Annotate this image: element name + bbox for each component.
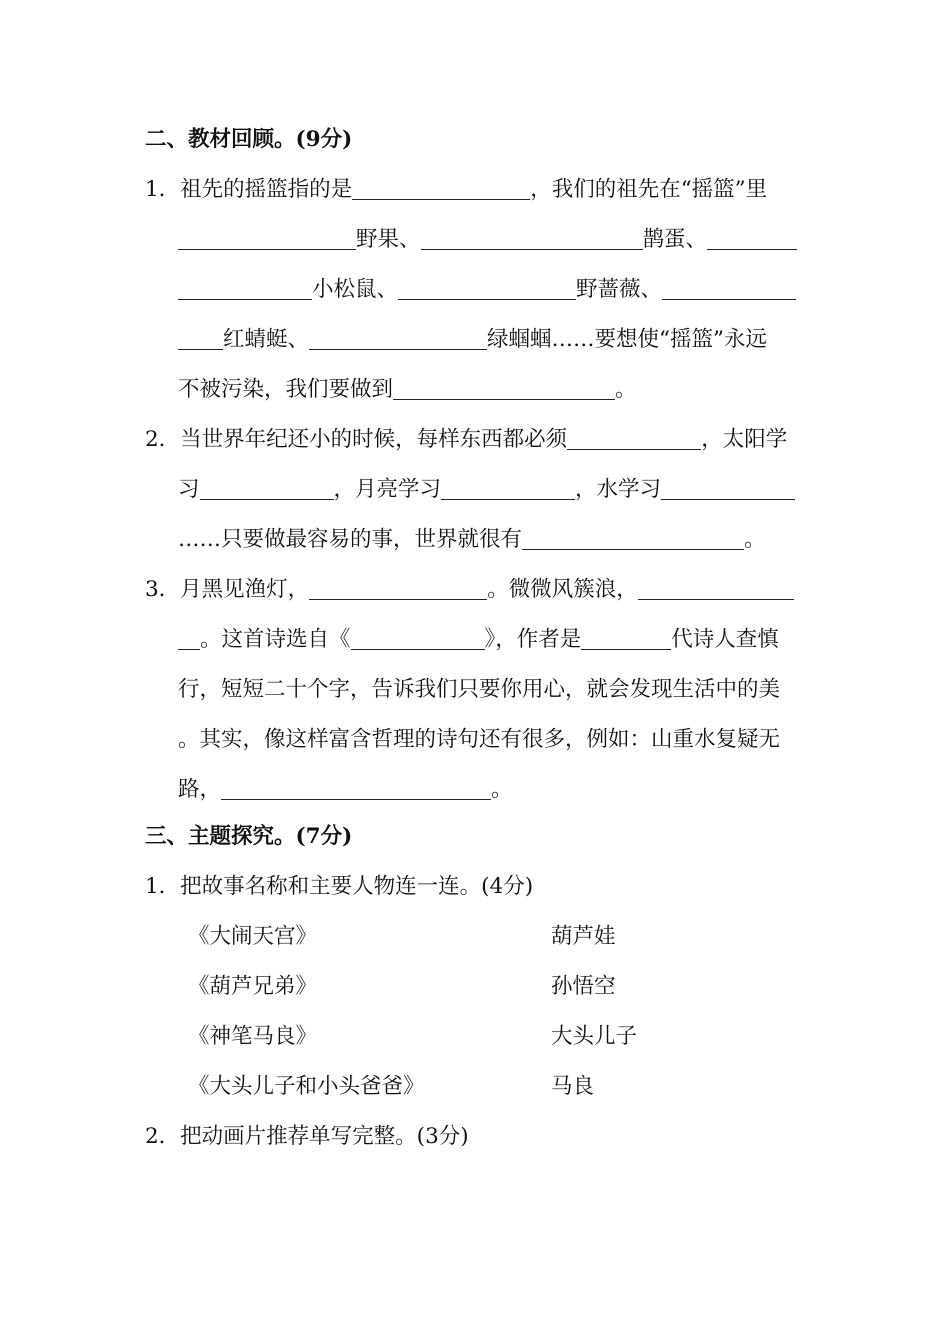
text: 》，作者是 [484, 627, 582, 652]
text: 红蜻蜓、 [223, 327, 310, 352]
q3-line-4: 。其实，像这样富含哲理的诗句还有很多，例如：山重水复疑无 [178, 727, 781, 752]
story-name[interactable]: 《大闹天宫》 [188, 924, 318, 949]
text: 。微微风簇浪， [487, 577, 638, 602]
q3-line-5 [178, 775, 513, 805]
blank[interactable] [661, 477, 795, 500]
text: 绿蝈蝈……要想使“摇篮”永远 [487, 327, 767, 352]
section-heading: 三、主题探究。(7分) [145, 824, 353, 849]
blank[interactable] [662, 277, 796, 300]
q1-line-3 [178, 275, 796, 305]
q2-line-3 [178, 525, 766, 555]
text: ，月亮学习 [333, 477, 442, 502]
story-name[interactable]: 《葫芦兄弟》 [188, 974, 318, 999]
blank[interactable] [309, 577, 487, 600]
character-name[interactable]: 孙悟空 [551, 974, 616, 999]
blank[interactable] [707, 227, 797, 250]
text: 。 [744, 527, 766, 552]
text: 小松鼠、 [312, 277, 399, 302]
blank[interactable] [567, 427, 701, 450]
blank[interactable] [351, 627, 485, 650]
blank[interactable] [581, 627, 671, 650]
q2-line-1 [145, 425, 787, 455]
text: 3．月黑见渔灯， [145, 577, 310, 602]
text: 不被污染，我们要做到 [178, 377, 394, 402]
q3-line-1 [145, 575, 794, 605]
blank[interactable] [178, 227, 356, 250]
text: ……只要做最容易的事，世界就很有 [178, 527, 523, 552]
s3-q2-title: 2．把动画片推荐单写完整。(3分) [145, 1124, 469, 1149]
blank[interactable] [221, 777, 491, 800]
blank[interactable] [200, 477, 334, 500]
q1-line-4 [178, 325, 767, 355]
blank[interactable] [309, 327, 487, 350]
text: 习 [178, 477, 200, 502]
blank[interactable] [352, 177, 530, 200]
text: 。这首诗选自《 [200, 627, 351, 652]
blank[interactable] [522, 527, 744, 550]
q1-line-1 [145, 175, 767, 205]
blank[interactable] [178, 327, 223, 350]
q3-line-2 [178, 625, 779, 655]
character-name[interactable]: 葫芦娃 [551, 924, 616, 949]
q2-line-2 [178, 475, 795, 505]
section-heading: 二、教材回顾。(9分) [145, 127, 353, 152]
story-name[interactable]: 《神笔马良》 [188, 1024, 318, 1049]
text: 代诗人查慎 [671, 627, 779, 652]
blank[interactable] [398, 277, 576, 300]
blank[interactable] [441, 477, 575, 500]
q3-line-3: 行，短短二十个字，告诉我们只要你用心，就会发现生活中的美 [178, 677, 781, 702]
text: ，太阳学 [701, 427, 788, 452]
blank[interactable] [178, 277, 312, 300]
q1-line-5 [178, 375, 637, 405]
text: 路， [178, 777, 222, 802]
character-name[interactable]: 马良 [551, 1074, 595, 1099]
character-name[interactable]: 大头儿子 [551, 1024, 638, 1049]
text: ，水学习 [575, 477, 662, 502]
text: 野果、 [356, 227, 421, 252]
text: 1．祖先的摇篮指的是 [145, 177, 353, 202]
text: 鹊蛋、 [642, 227, 708, 252]
s3-q1-title: 1．把故事名称和主要人物连一连。(4分) [145, 874, 534, 899]
q1-line-2 [178, 225, 797, 255]
text: 。 [491, 777, 513, 802]
blank[interactable] [638, 577, 794, 600]
story-name[interactable]: 《大头儿子和小头爸爸》 [188, 1074, 425, 1099]
blank[interactable] [178, 627, 200, 650]
text: ，我们的祖先在“摇篮”里 [530, 177, 768, 202]
text: 2．当世界年纪还小的时候，每样东西都必须 [145, 427, 568, 452]
text: 野蔷薇、 [576, 277, 663, 302]
blank[interactable] [393, 377, 615, 400]
text: 。 [615, 377, 637, 402]
blank[interactable] [421, 227, 643, 250]
